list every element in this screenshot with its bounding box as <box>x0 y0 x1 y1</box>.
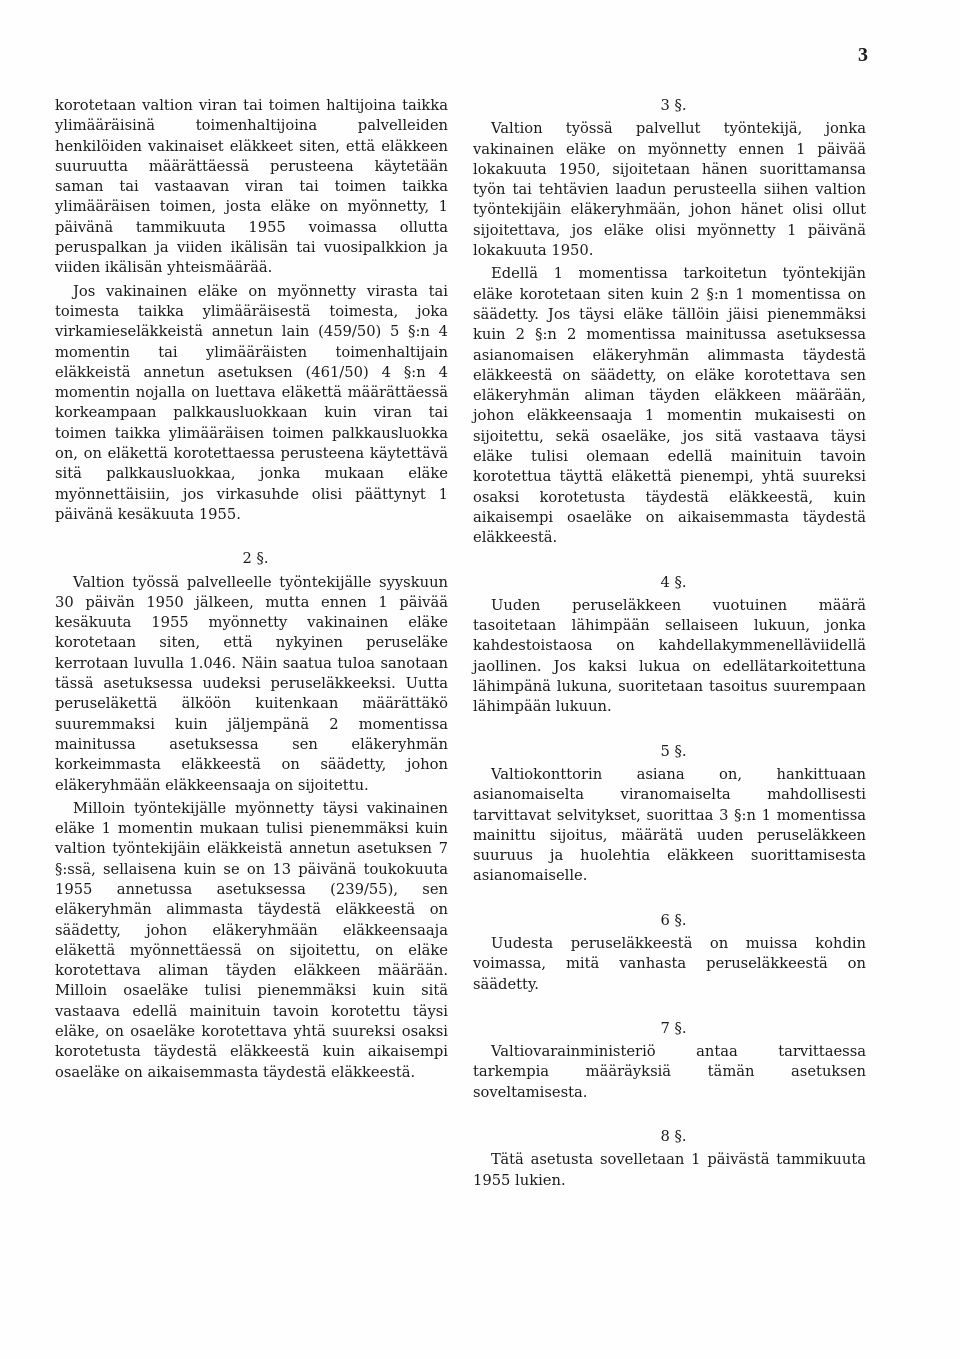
section-heading-2: 2 §. <box>242 550 269 568</box>
paragraph: Edellä 1 momentissa tarkoitetun työntekijän eläke korotetaan siten kuin 2 §:n 1 momentissa on säädetty. Jos täysi eläke tällöin jäisi pienemmäksi kuin 2 §:n 2 momentissa mainitussa asetuksessa asianomaisen eläkeryhmän alimmasta täydestä eläkkeestä on säädetty, on eläke korotettava sen eläkeryhmän aliman täyden eläkkeen määrään, johon eläkkeensaaja 1 momentin mukaisesti on sijoitettu, sekä osaeläke, jos sitä vastaava täysi eläke tulisi olemaan edellä mainituin tavoin korotettua täyttä eläkettä pienempi, yhtä suureksi osaksi korotetusta täydestä eläkkeestä, kuin aikaisempi osaeläke on aikaisemmasta täydestä eläkkeestä. <box>473 265 866 547</box>
section-heading-5: 5 §. <box>660 742 687 760</box>
paragraph: Valtiovarainministeriö antaa tarvittaessa tarkempia määräyksiä tämän asetuksen soveltamisesta. <box>473 1043 866 1101</box>
spacer <box>473 1103 866 1127</box>
paragraph: Uudesta peruseläkkeestä on muissa kohdin voimassa, mitä vanhasta peruseläkkeestä on säädetty. <box>473 934 866 993</box>
section-heading-3: 3 §. <box>660 97 687 114</box>
page-number: 3 <box>858 44 868 66</box>
paragraph: korotetaan valtion viran tai toimen haltijoina taikka ylimääräisinä toimenhaltijoina palvelleiden henkilöiden vakinaiset eläkkeet siten, että eläkkeen suuruutta määrättäessä perusteena käytetään saman tai vastaavan viran tai toimen taikka ylimääräisen toimen, josta eläke on myönnetty, 1 päivänä tammikuuta 1955 voimassa ollutta peruspalkan ja viiden ikälisän tai vuosipalkkion ja viiden ikälisän yhteismäärää. <box>55 97 448 277</box>
spacer <box>473 718 866 742</box>
paragraph: Valtion työssä palvelleelle työntekijälle syyskuun 30 päivän 1950 jälkeen, mutta ennen 1 päivää kesäkuuta 1955 myönnetty vakinainen eläke korotetaan siten, että nykyinen peruseläke kerrotaan luvulla 1.046. Näin saatua tuloa sanotaan tässä asetuksessa uudeksi peruseläkkeeksi. Uutta peruseläkettä älköön kuitenkaan määrättäkö suuremmaksi kuin jäljempänä 2 momentissa mainitussa asetuksessa sen eläkeryhmän korkeimmasta eläkkeestä on säädetty, johon eläkeryhmään eläkkeensaaja on sijoitettu. <box>55 573 448 794</box>
paragraph: Tätä asetusta sovelletaan 1 päivästä tammikuuta 1955 lukien. <box>473 1151 866 1189</box>
left-column <box>55 96 448 1083</box>
paragraph: Valtion työssä palvellut työntekijä, jonka vakinainen eläke on myönnetty ennen 1 päivää lokakuuta 1950, sijoitetaan hänen suorittamansa työn tai tehtävien laadun perusteella siihen valtion työntekijäin eläkeryhmään, johon hänet olisi ollut sijoitettava, jos eläke olisi myönnetty 1 päivänä lokakuuta 1950. <box>473 120 866 260</box>
spacer <box>473 549 866 573</box>
paragraph: Jos vakinainen eläke on myönnetty virasta tai toimesta taikka ylimääräisestä toimesta, joka virkamieseläkkeistä annetun lain (459/50) 5 §:n 4 momentin tai ylimääräisten toimenhaltijain eläkkeistä annetun asetuksen (461/50) 4 §:n 4 momentin nojalla on luettava eläkettä määrättäessä korkeampaan palkkausluokkaan kuin viran tai toimen taikka ylimääräisen toimen palkkausluokka on, on eläkettä korotettaessa perusteena käytettävä sitä palkkausluokkaa, jonka mukaan eläke myönnettäisiin, jos virkasuhde olisi päättynyt 1 päivänä kesäkuuta 1955. <box>55 282 448 523</box>
spacer <box>473 995 866 1019</box>
section-heading-4: 4 §. <box>660 573 687 591</box>
spacer <box>473 887 866 911</box>
section-heading-7: 7 §. <box>660 1019 687 1037</box>
paragraph: Uuden peruseläkkeen vuotuinen määrä tasoitetaan lähimpään sellaiseen lukuun, jonka kahdestoistaosa on kahdellakymmenelläviidellä jaollinen. Jos kaksi lukua on edellätarkoitettuna lähimpänä lukuna, suoritetaan tasoitus suurempaan lähimpään lukuun. <box>473 596 866 716</box>
right-column <box>473 96 866 1191</box>
spacer <box>55 525 448 549</box>
section-heading-6: 6 §. <box>660 911 687 929</box>
paragraph: Milloin työntekijälle myönnetty täysi vakinainen eläke 1 momentin mukaan tulisi pienemmäksi kuin valtion työntekijäin eläkkeistä annetun asetuksen 7 §:ssä, sellaisena kuin se on 13 päivänä toukokuuta 1955 annetussa asetuksessa (239/55), sen eläkeryhmän alimmasta täydestä eläkkeestä on säädetty, johon eläkeryhmään eläkkeensaaja eläkettä myönnettäessä on sijoitettu, on eläke korotettava aliman täyden eläkkeen määrään. Milloin osaeläke tulisi pienemmäksi kuin sitä vastaava edellä mainituin tavoin korotettu täysi eläke, on osaeläke korotettava yhtä suureksi osaksi korotetusta täydestä eläkkeestä kuin aikaisempi osaeläke on aikaisemmasta täydestä eläkkeestä. <box>55 799 448 1081</box>
section-heading-8: 8 §. <box>660 1128 687 1146</box>
paragraph: Valtiokonttorin asiana on, hankittuaan asianomaiselta viranomaiselta mahdollisesti tarvittavat selvitykset, suorittaa 3 §:n 1 momentissa mainittu sijoitus, määrätä uuden peruseläkkeen suuruus ja huolehtia eläkkeen suorittamisesta asianomaiselle. <box>473 765 866 885</box>
